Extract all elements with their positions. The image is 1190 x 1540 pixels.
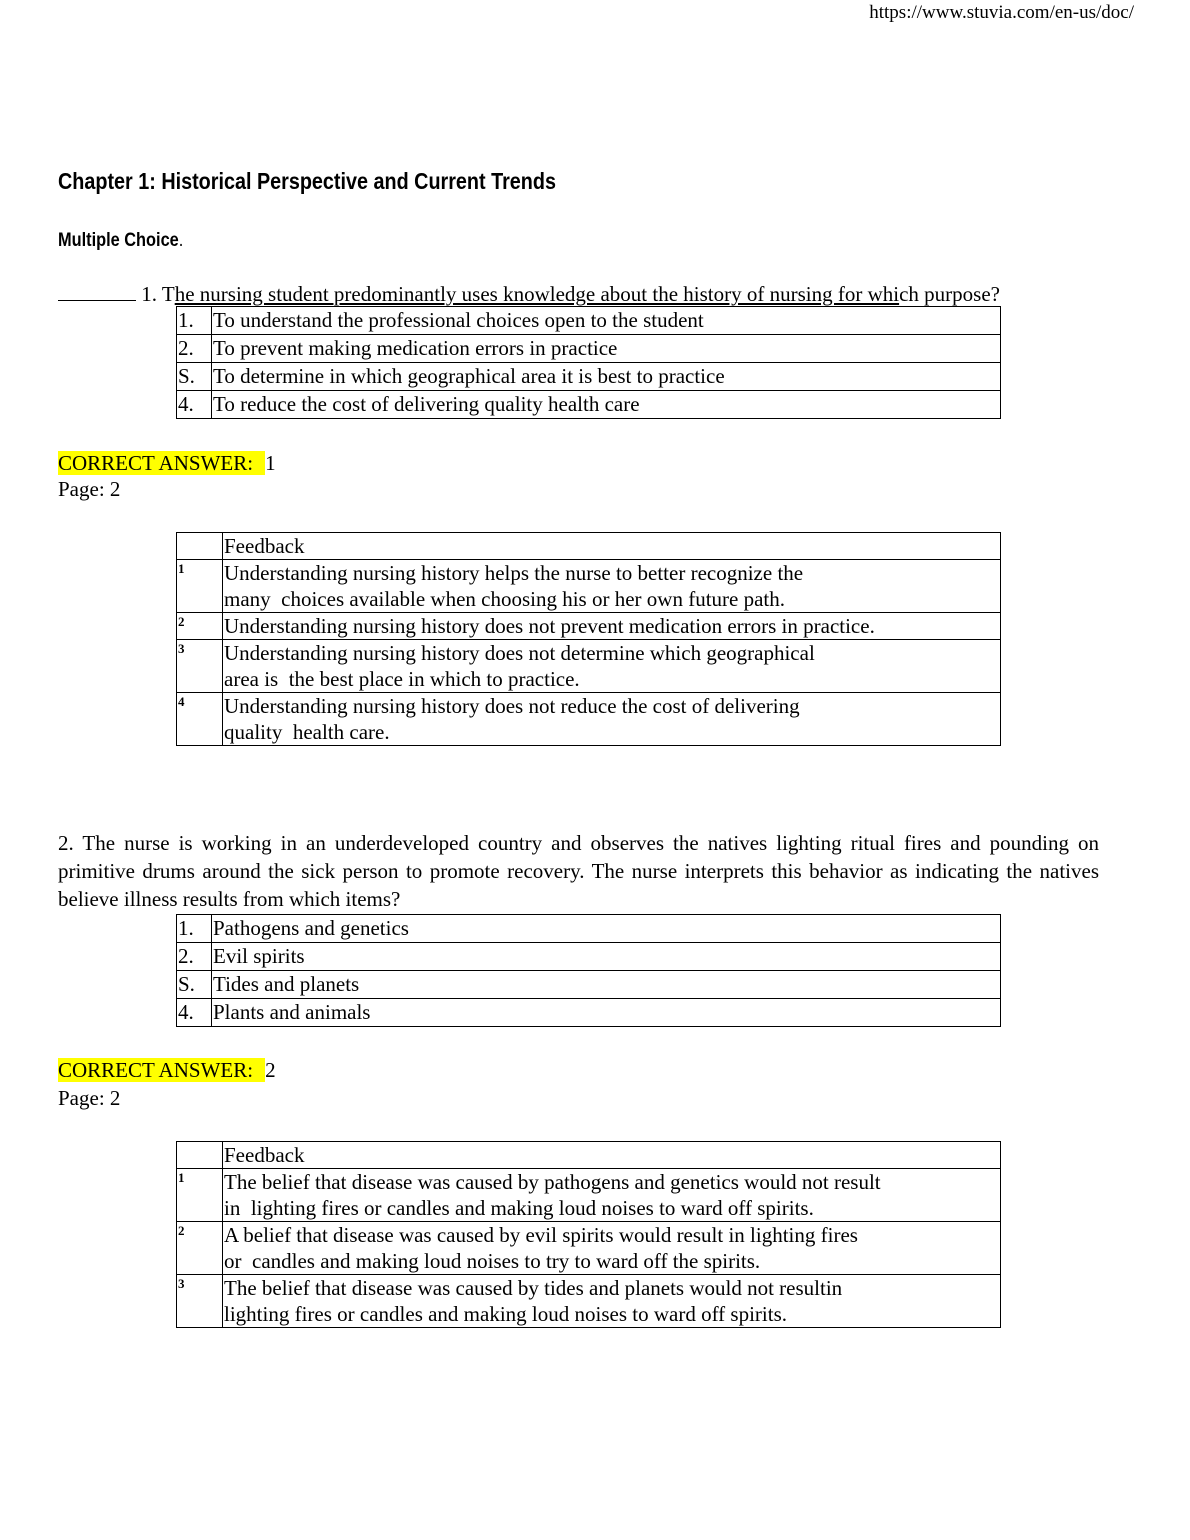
feedback-row — [177, 640, 1001, 693]
feedback-row — [177, 1275, 1001, 1328]
feedback-number: 2 — [177, 1222, 223, 1275]
answer-label: CORRECT ANSWER: — [58, 1058, 265, 1082]
feedback-text — [223, 613, 1001, 640]
option-text: Tides and planets — [212, 971, 1001, 999]
q1-options-table — [176, 306, 1001, 419]
option-row — [177, 307, 1001, 335]
option-row — [177, 943, 1001, 971]
feedback-line: lighting fires or candles and making loud noises to ward off spirits. — [224, 1302, 788, 1326]
empty-cell — [177, 533, 223, 560]
q1-suffix: ch purpose? — [899, 282, 1000, 306]
feedback-line: Understanding nursing history does not prevent medication errors in practice. — [224, 614, 875, 638]
answer-label: CORRECT ANSWER: — [58, 451, 265, 475]
feedback-row — [177, 560, 1001, 613]
q1-underlined: he nursing student predominantly uses knowledge about the history of nursing for whi — [174, 282, 900, 306]
feedback-text — [223, 693, 1001, 746]
answer-value: 2 — [265, 1058, 276, 1082]
feedback-header: Feedback — [223, 1142, 1001, 1169]
section-dot: . — [178, 230, 184, 251]
feedback-line: Understanding nursing history does not reduce the cost of delivering — [224, 694, 800, 718]
option-number: S. — [177, 971, 212, 999]
option-number: S. — [177, 363, 212, 391]
feedback-number: 1 — [177, 560, 223, 613]
feedback-header: Feedback — [223, 533, 1001, 560]
feedback-number: 1 — [177, 1169, 223, 1222]
option-row — [177, 999, 1001, 1027]
feedback-line: The belief that disease was caused by pathogens and genetics would not result — [224, 1170, 881, 1194]
option-text: To determine in which geographical area it is best to practice — [212, 363, 1001, 391]
option-row — [177, 391, 1001, 419]
option-row — [177, 915, 1001, 943]
option-number: 2. — [177, 943, 212, 971]
feedback-line: A belief that disease was caused by evil spirits would result in lighting fires — [224, 1223, 858, 1247]
option-text: To understand the professional choices open to the student — [212, 307, 1001, 335]
question-2: 2. The nurse is working in an underdeveloped country and observes the natives lighting ritual fires and pounding on primitive drums around the sick person to promote recovery. The nurse interprets this behavior as indicating the natives believe illness results from which items? — [58, 831, 1099, 911]
q2-feedback-table — [176, 1141, 1001, 1328]
feedback-number: 3 — [177, 640, 223, 693]
chapter-title: Chapter 1: Historical Perspective and Current Trends — [58, 168, 556, 194]
feedback-line: in lighting fires or candles and making loud noises to ward off spirits. — [224, 1196, 814, 1220]
feedback-header-row — [177, 533, 1001, 560]
q1-feedback-table — [176, 532, 1001, 746]
feedback-line: many choices available when choosing his or her own future path. — [224, 587, 786, 611]
feedback-line: or candles and making loud noises to try to ward off the spirits. — [224, 1249, 761, 1273]
option-number: 4. — [177, 391, 212, 419]
option-text: Pathogens and genetics — [212, 915, 1001, 943]
q1-page: Page: 2 — [58, 477, 121, 501]
feedback-text — [223, 1222, 1001, 1275]
option-text: Evil spirits — [212, 943, 1001, 971]
question-1 — [58, 280, 1000, 308]
option-number: 1. — [177, 915, 212, 943]
option-number: 2. — [177, 335, 212, 363]
feedback-line: The belief that disease was caused by tides and planets would not resultin — [224, 1276, 843, 1300]
q2-page: Page: 2 — [58, 1086, 121, 1110]
feedback-line: Understanding nursing history helps the nurse to better recognize the — [224, 561, 804, 585]
q2-options-table — [176, 914, 1001, 1027]
feedback-row — [177, 1222, 1001, 1275]
feedback-number: 3 — [177, 1275, 223, 1328]
option-row — [177, 363, 1001, 391]
option-text: Plants and animals — [212, 999, 1001, 1027]
feedback-text — [223, 640, 1001, 693]
feedback-text — [223, 1169, 1001, 1222]
feedback-text — [223, 1275, 1001, 1328]
source-url[interactable]: https://www.stuvia.com/en-us/doc/ — [869, 2, 1134, 23]
answer-value: 1 — [265, 451, 276, 475]
option-row — [177, 971, 1001, 999]
section-title-text: Multiple Choice — [58, 230, 179, 251]
feedback-row — [177, 1169, 1001, 1222]
feedback-line: quality health care. — [224, 720, 390, 744]
feedback-line: Understanding nursing history does not determine which geographical — [224, 641, 815, 665]
option-row — [177, 335, 1001, 363]
feedback-header-row — [177, 1142, 1001, 1169]
q2-correct-answer — [58, 1058, 276, 1083]
q1-prefix: 1. T — [141, 282, 175, 306]
feedback-number: 4 — [177, 693, 223, 746]
empty-cell — [177, 1142, 223, 1169]
feedback-row — [177, 613, 1001, 640]
feedback-row — [177, 693, 1001, 746]
answer-blank — [58, 282, 136, 301]
option-text: To reduce the cost of delivering quality health care — [212, 391, 1001, 419]
option-number: 4. — [177, 999, 212, 1027]
option-text: To prevent making medication errors in practice — [212, 335, 1001, 363]
feedback-number: 2 — [177, 613, 223, 640]
feedback-line: area is the best place in which to practice. — [224, 667, 580, 691]
option-number: 1. — [177, 307, 212, 335]
q1-correct-answer — [58, 451, 276, 476]
section-title — [58, 230, 183, 252]
feedback-text — [223, 560, 1001, 613]
